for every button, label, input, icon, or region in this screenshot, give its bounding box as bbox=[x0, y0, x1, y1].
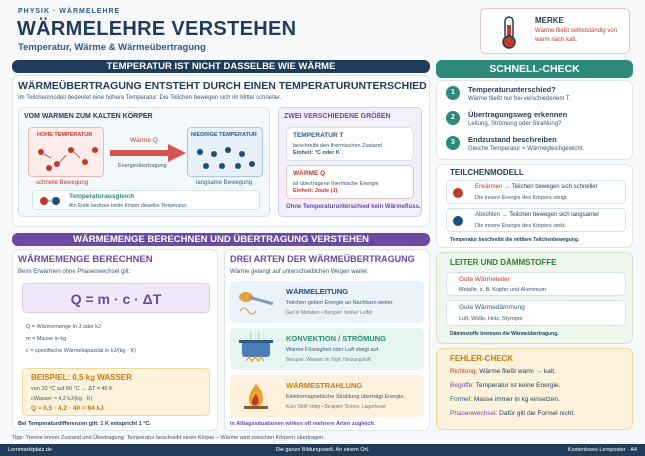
example-line2: cWasser ≈ 4,2 kJ/(kg · K) bbox=[31, 396, 93, 402]
teilchen-note: Temperatur beschreibt die mittlere Teilchenbewegung. bbox=[450, 237, 580, 243]
quantities-box bbox=[278, 107, 422, 217]
spoon-icon bbox=[236, 287, 276, 317]
fehler-phase-text: Dafür gilt die Formel nicht. bbox=[497, 410, 576, 417]
fire-icon bbox=[236, 380, 276, 412]
fehler-direction-text: Wärme fließt warm → kalt. bbox=[477, 368, 556, 375]
calc-note: Bei Temperaturdifferenzen gilt: 1 K entspricht 1 °C. bbox=[18, 421, 151, 427]
arten-intro: Wärme gelangt auf unterschiedlichen Wegen weiter. bbox=[230, 269, 369, 275]
insulation-card bbox=[446, 300, 626, 326]
cold-caption: langsame Bewegung bbox=[196, 180, 253, 186]
cold-label: NIEDRIGE TEMPERATUR bbox=[191, 132, 257, 138]
section2-band: WÄRMEMENGE BERECHNEN UND ÜBERTRAGUNG VERSTEHEN bbox=[12, 233, 430, 246]
footer-slogan: Die ganze Bildungswelt. An einem Ort. bbox=[275, 447, 370, 453]
cold-body bbox=[187, 127, 263, 177]
calc-title: WÄRMEMENGE BERECHNEN bbox=[18, 254, 153, 265]
check-question-2: Übertragungsweg erkennen bbox=[468, 110, 568, 119]
convection-text: Warme Flüssigkeit oder Luft steigt auf. bbox=[286, 347, 380, 353]
heat-card bbox=[286, 165, 414, 199]
fehler-phase bbox=[450, 410, 575, 417]
cool-row bbox=[446, 208, 626, 232]
good-conductor-title: Gute Wärmeleiter bbox=[459, 276, 510, 283]
page-title: WÄRMELEHRE VERSTEHEN bbox=[17, 18, 297, 40]
check-number-3: 3 bbox=[446, 136, 460, 150]
arten-item-radiation bbox=[230, 375, 424, 417]
section1-band: TEMPERATUR IST NICHT DASSELBE WIE WÄRME bbox=[12, 60, 430, 73]
temperature-title: TEMPERATUR T bbox=[293, 132, 344, 139]
conduction-text: Teilchen geben Energie an Nachbarn weiter. bbox=[286, 300, 394, 306]
section1-intro: Im Teilchenmodell bedeutet eine höhere Temperatur: Die Teilchen bewegen sich im Mittel schneller. bbox=[18, 95, 282, 101]
section1-heading: WÄRMEÜBERTRAGUNG ENTSTEHT DURCH EINEN TEMPERATURUNTERSCHIED bbox=[18, 80, 427, 92]
fehler-direction bbox=[450, 368, 556, 375]
warm-sub: Die innere Energie des Körpers steigt. bbox=[475, 195, 568, 201]
arrow-label: Wärme Q bbox=[130, 137, 158, 144]
heat-title: WÄRME Q bbox=[293, 170, 326, 177]
hot-body bbox=[28, 127, 104, 177]
heat-flow-arrow-icon bbox=[108, 144, 188, 162]
fehler-formula bbox=[450, 396, 560, 403]
check-answer-2: Leitung, Strömung oder Strahlung? bbox=[468, 121, 562, 127]
hot-label: HOHE TEMPERATUR bbox=[37, 132, 93, 138]
pot-icon bbox=[236, 333, 276, 365]
page-subtitle: Temperatur, Wärme & Wärmeübertragung bbox=[18, 42, 206, 53]
thermometer-icon bbox=[495, 15, 523, 49]
check-number-2: 2 bbox=[446, 111, 460, 125]
diagram-title: VOM WARMEN ZUM KALTEN KÖRPER bbox=[24, 113, 153, 120]
fehler-terms-text: Temperatur ist keine Energie. bbox=[474, 382, 561, 389]
calc-def-q: Q = Wärmemenge in J oder kJ bbox=[26, 324, 101, 330]
temperature-unit: Einheit: °C oder K bbox=[293, 150, 340, 156]
fehler-title: FEHLER-CHECK bbox=[450, 354, 514, 363]
leiter-note: Dämmstoffe bremsen die Wärmeübertragung. bbox=[450, 331, 559, 337]
merke-title: MERKE bbox=[535, 16, 564, 25]
radiation-example: Kein Stoff nötig • Beispiel: Sonne, Lagerfeuer bbox=[286, 404, 387, 410]
quantities-note: Ohne Temperaturunterschied kein Wärmefluss. bbox=[286, 204, 421, 210]
calc-def-c: c = spezifische Wärmekapazität in kJ/(kg · K) bbox=[26, 348, 136, 354]
insulation-text: Luft, Wolle, Holz, Styropor bbox=[459, 316, 523, 322]
arten-item-convection bbox=[230, 328, 424, 370]
temperature-card bbox=[286, 127, 414, 161]
fehler-terms bbox=[450, 382, 560, 389]
equilibrium-text: Am Ende besitzen beide Körper dieselbe Temperatur. bbox=[69, 203, 188, 209]
heat-unit: Einheit: Joule (J) bbox=[293, 188, 338, 194]
example-title: BEISPIEL: 0,5 kg WASSER bbox=[31, 373, 132, 382]
cool-line bbox=[475, 212, 599, 218]
leiter-title: LEITER UND DÄMMSTOFFE bbox=[450, 258, 557, 267]
conduction-title: WÄRMELEITUNG bbox=[286, 287, 349, 296]
fehler-formula-text: Masse immer in kg einsetzen. bbox=[472, 396, 560, 403]
calc-def-m: m = Masse in kg bbox=[26, 336, 67, 342]
warm-text: → Teilchen bewegen sich schneller bbox=[502, 184, 598, 190]
conduction-example: Gut in Metallen • Beispiel: heißer Löffel bbox=[286, 310, 373, 316]
good-conductor-card bbox=[446, 272, 626, 296]
warm-particle-icon bbox=[452, 187, 464, 199]
equilibrium-title: Temperaturausgleich bbox=[69, 193, 135, 200]
subject-label: PHYSIK · WÄRMELEHRE bbox=[18, 8, 121, 15]
check-answer-1: Wärme fließt nur bei verschiedenem T. bbox=[468, 96, 571, 102]
radiation-title: WÄRMESTRAHLUNG bbox=[286, 381, 363, 390]
example-line1: von 20 °C auf 60 °C → ΔT = 40 K bbox=[31, 386, 113, 392]
cool-word: Abkühlen bbox=[475, 212, 501, 218]
arten-item-conduction bbox=[230, 281, 424, 323]
arten-title: DREI ARTEN DER WÄRMEÜBERTRAGUNG bbox=[230, 254, 415, 264]
hot-particles-icon bbox=[33, 142, 101, 174]
equilibrium-box bbox=[32, 190, 260, 210]
fehler-formula-label: Formel: bbox=[450, 396, 473, 403]
formula-box: Q = m · c · ΔT bbox=[22, 283, 210, 313]
teilchen-title: TEILCHENMODELL bbox=[450, 168, 524, 177]
arten-note: In Alltagssituationen wirken oft mehrere Arten zugleich. bbox=[230, 421, 376, 427]
quantities-title: ZWEI VERSCHIEDENE GRÖßEN bbox=[284, 113, 391, 120]
check-question-3: Endzustand beschreiben bbox=[468, 135, 557, 144]
footer bbox=[0, 444, 645, 456]
example-box bbox=[22, 368, 210, 416]
calc-intro: Beim Erwärmen ohne Phasenwechsel gilt: bbox=[18, 269, 131, 275]
footer-poster-label: Kostenloses Lernposter · A4 bbox=[567, 447, 637, 453]
example-result: Q ≈ 0,5 · 4,2 · 40 = 84 kJ bbox=[31, 405, 104, 412]
convection-example: Beispiel: Wasser im Topf, Heizungsluft bbox=[286, 357, 371, 363]
fehler-terms-label: Begriffe: bbox=[450, 382, 475, 389]
fehler-direction-label: Richtung: bbox=[450, 368, 478, 375]
insulation-title: Gute Wärmedämmung bbox=[459, 304, 525, 311]
check-band: SCHNELL-CHECK bbox=[436, 60, 633, 78]
merke-text: Wärme fließt selbstständig von warm nach kalt. bbox=[535, 28, 618, 43]
equilibrium-icon bbox=[39, 196, 61, 206]
check-question-1: Temperaturunterschied? bbox=[468, 85, 556, 94]
heat-text: ist übertragene thermische Energie bbox=[293, 181, 379, 187]
warm-row bbox=[446, 180, 626, 204]
convection-title: KONVEKTION / STRÖMUNG bbox=[286, 334, 387, 343]
hot-caption: schnelle Bewegung bbox=[36, 180, 89, 186]
tip-text: Tipp: Trenne immer Zustand und Übertragung: Temperatur beschreibt einen Körper – Wärme wird zwischen Körpern übertragen. bbox=[12, 435, 325, 441]
check-number-1: 1 bbox=[446, 86, 460, 100]
warm-line bbox=[475, 184, 598, 190]
radiation-text: Elektromagnetische Strahlung überträgt Energie. bbox=[286, 394, 405, 400]
merke-box bbox=[480, 8, 630, 54]
cool-particle-icon bbox=[452, 215, 464, 227]
cold-particles-icon bbox=[192, 144, 260, 174]
good-conductor-text: Metalle, z. B. Kupfer und Aluminium bbox=[459, 287, 547, 293]
warm-word: Erwärmen bbox=[475, 184, 503, 190]
temperature-text: beschreibt den thermischen Zustand bbox=[293, 143, 382, 149]
check-answer-3: Gleiche Temperatur = Wärmegleichgewicht. bbox=[468, 146, 585, 152]
cool-sub: Die innere Energie des Körpers sinkt. bbox=[475, 223, 567, 229]
cool-text: → Teilchen bewegen sich langsamer bbox=[500, 212, 600, 218]
fehler-phase-label: Phasenwechsel: bbox=[450, 410, 498, 417]
arrow-caption: Energieübertragung bbox=[118, 163, 167, 169]
footer-site-link[interactable]: Lernmarktplatz.de bbox=[8, 447, 53, 453]
